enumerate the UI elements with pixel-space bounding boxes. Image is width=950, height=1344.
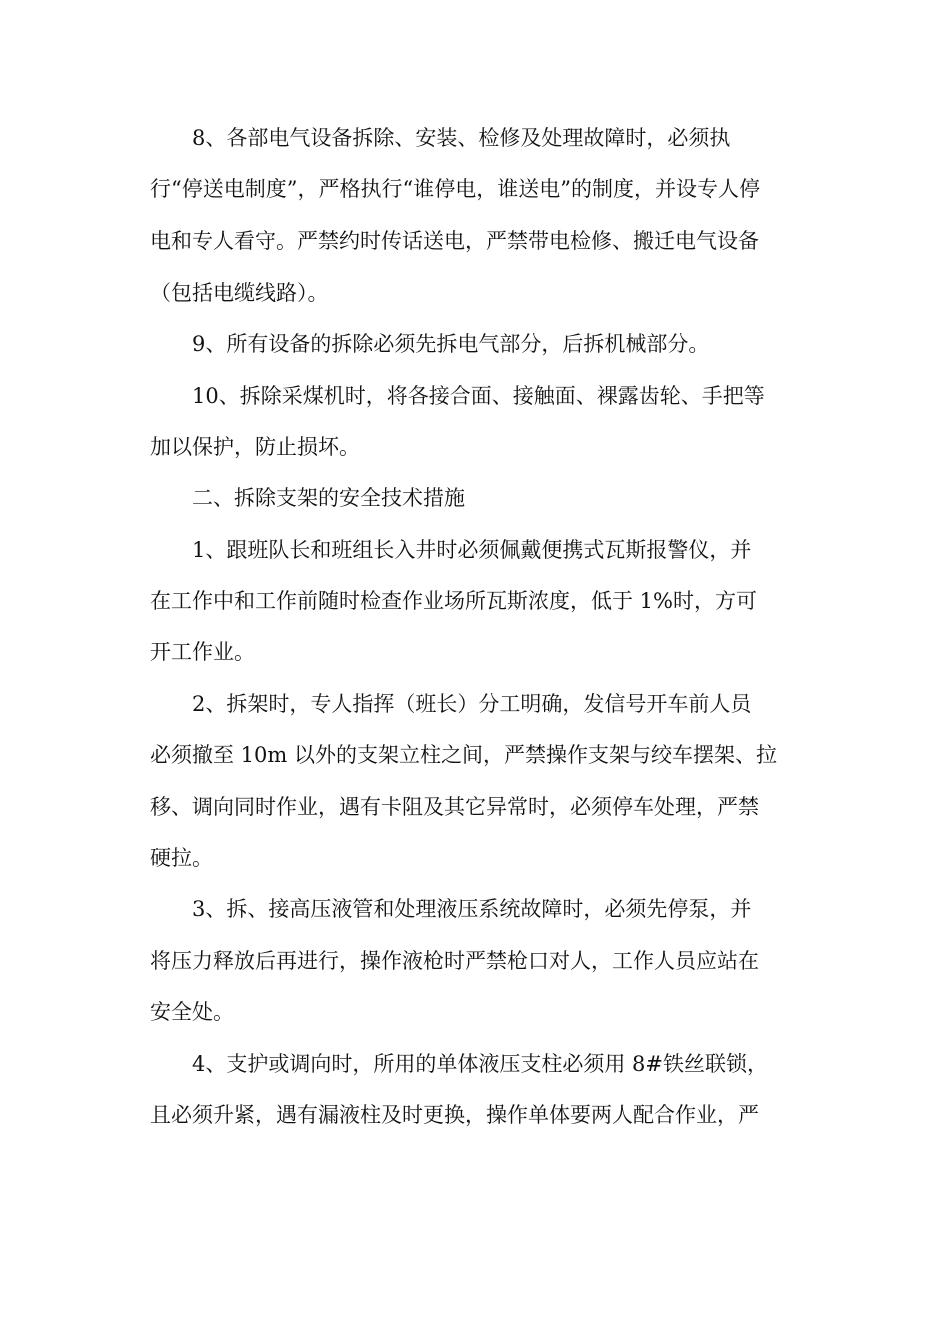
text-line: 必须撤至 10m 以外的支架立柱之间，严禁操作支架与绞车摆架、拉 <box>150 743 777 767</box>
text-line: 4、支护或调向时，所用的单体液压支柱必须用 8#铁丝联锁， <box>192 1052 768 1076</box>
text-line: 移、调向同时作业，遇有卡阻及其它异常时，必须停车处理，严禁 <box>150 795 759 819</box>
text-line: 1、跟班队长和班组长入井时必须佩戴便携式瓦斯报警仪，并 <box>192 538 752 562</box>
section-heading: 二、拆除支架的安全技术措施 <box>192 486 465 510</box>
text-line: 电和专人看守。严禁约时传话送电，严禁带电检修、搬迁电气设备 <box>150 229 759 253</box>
text-line: 安全处。 <box>150 1000 234 1024</box>
text-line: 9、所有设备的拆除必须先拆电气部分，后拆机械部分。 <box>192 332 710 356</box>
text-line: 开工作业。 <box>150 640 255 664</box>
text-line: 2、拆架时，专人指挥（班长）分工明确，发信号开车前人员 <box>192 692 752 716</box>
text-line: 且必须升紧，遇有漏液柱及时更换，操作单体要两人配合作业，严 <box>150 1103 759 1127</box>
text-line: 8、各部电气设备拆除、安装、检修及处理故障时，必须执 <box>192 126 731 150</box>
text-line: 将压力释放后再进行，操作液枪时严禁枪口对人，工作人员应站在 <box>150 949 759 973</box>
text-line: 10、拆除采煤机时，将各接合面、接触面、裸露齿轮、手把等 <box>192 384 765 408</box>
text-line: 加以保护，防止损坏。 <box>150 435 360 459</box>
text-line: 硬拉。 <box>150 846 213 870</box>
text-line: 行“停送电制度”，严格执行“谁停电，谁送电”的制度，并设专人停 <box>150 177 760 201</box>
text-line: （包括电缆线路）。 <box>150 281 329 305</box>
text-line: 3、拆、接高压液管和处理液压系统故障时，必须先停泵，并 <box>192 897 752 921</box>
text-line: 在工作中和工作前随时检查作业场所瓦斯浓度，低于 1%时，方可 <box>150 589 757 613</box>
